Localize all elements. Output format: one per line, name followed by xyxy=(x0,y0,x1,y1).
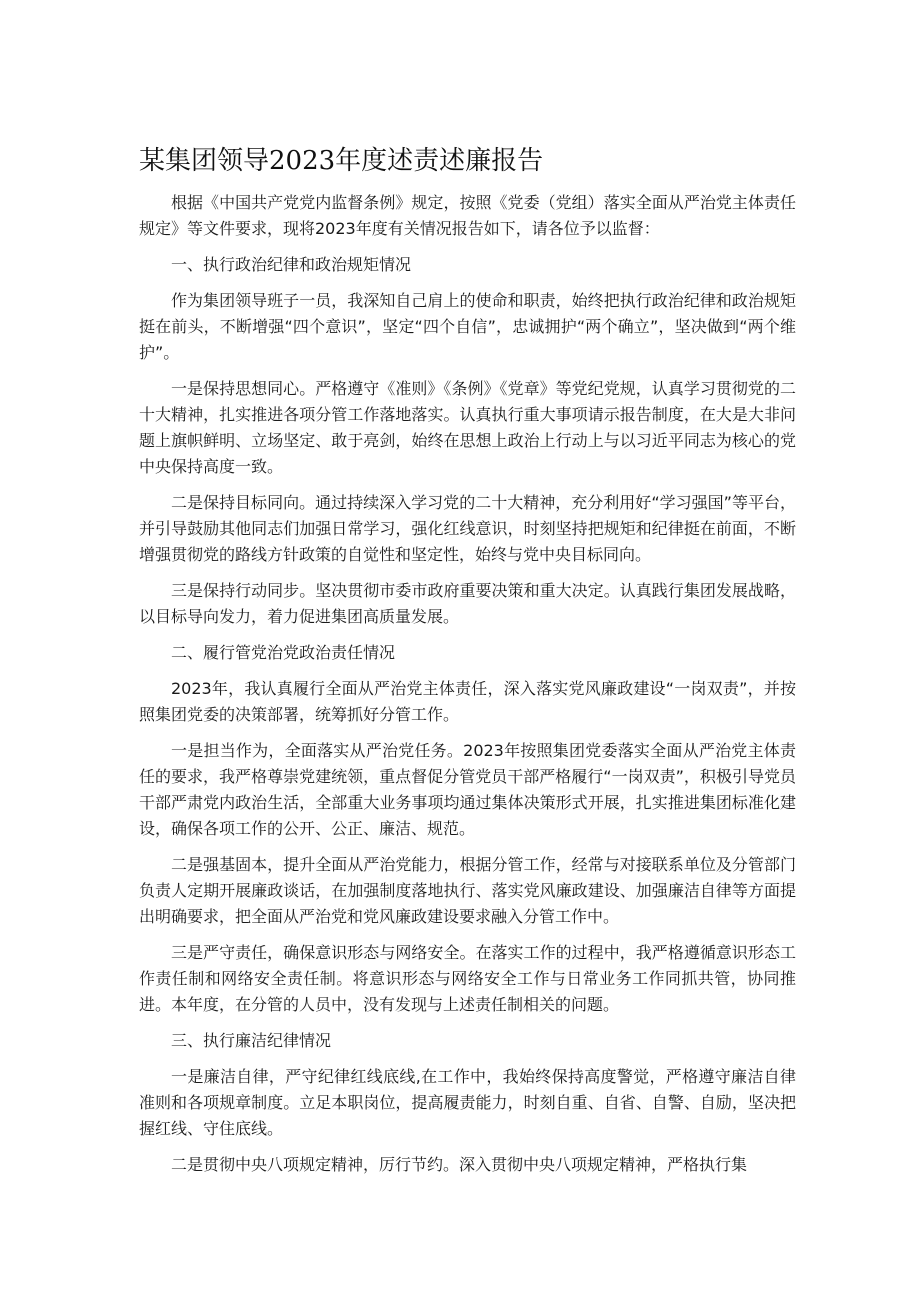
document-body xyxy=(139,190,796,1188)
document-title: 某集团领导2023年度述责述廉报告 xyxy=(139,146,544,176)
paragraph: 2023年，我认真履行全面从严治党主体责任，深入落实党风廉政建设“一岗双责”，并按照集团党委的决策部署，统筹抓好分管工作。 xyxy=(139,679,796,724)
paragraph: 作为集团领导班子一员，我深知自己肩上的使命和职责，始终把执行政治纪律和政治规矩挺在前头，不断增强“四个意识”，坚定“四个自信”，忠诚拥护“两个确立”，坚决做到“两个维护”。 xyxy=(139,291,796,362)
paragraph: 二是强基固本，提升全面从严治党能力，根据分管工作，经常与对接联系单位及分管部门负责人定期开展廉政谈话，在加强制度落地执行、落实党风廉政建设、加强廉洁自律等方面提出明确要求，把全面从严治党和党风廉政建设要求融入分管工作中。 xyxy=(139,855,796,926)
paragraph: 三是严守责任，确保意识形态与网络安全。在落实工作的过程中，我严格遵循意识形态工作责任制和网络安全责任制。将意识形态与网络安全工作与日常业务工作同抓共管，协同推进。本年度，在分管的人员中，没有发现与上述责任制相关的问题。 xyxy=(139,943,796,1014)
paragraph: 二是保持目标同向。通过持续深入学习党的二十大精神，充分利用好“学习强国”等平台，并引导鼓励其他同志们加强日常学习，强化红线意识，时刻坚持把规矩和纪律挺在前面，不断增强贯彻党的路线方针政策的自觉性和坚定性，始终与党中央目标同向。 xyxy=(139,493,796,564)
paragraph: 一是担当作为，全面落实从严治党任务。2023年按照集团党委落实全面从严治党主体责任的要求，我严格尊崇党建统领，重点督促分管党员干部严格履行“一岗双责”，积极引导党员干部严肃党内政治生活，全部重大业务事项均通过集体决策形式开展，扎实推进集团标准化建设，确保各项工作的公开、公正、廉洁、规范。 xyxy=(139,741,796,838)
section-heading-3: 三、执行廉洁纪律情况 xyxy=(171,1031,332,1050)
paragraph: 二是贯彻中央八项规定精神，厉行节约。深入贯彻中央八项规定精神，严格执行集 xyxy=(171,1155,748,1174)
section-heading-2: 二、履行管党治党政治责任情况 xyxy=(171,643,396,662)
paragraph: 一是廉洁自律，严守纪律红线底线,在工作中，我始终保持高度警觉，严格遵守廉洁自律准则和各项规章制度。立足本职岗位，提高履责能力，时刻自重、自省、自警、自励，坚决把握红线、守住底线。 xyxy=(139,1067,796,1138)
paragraph: 三是保持行动同步。坚决贯彻市委市政府重要决策和重大决定。认真践行集团发展战略，以目标导向发力，着力促进集团高质量发展。 xyxy=(139,581,796,626)
paragraph: 一是保持思想同心。严格遵守《准则》《条例》《党章》等党纪党规，认真学习贯彻党的二十大精神，扎实推进各项分管工作落地落实。认真执行重大事项请示报告制度，在大是大非问题上旗帜鲜明、立场坚定、敢于亮剑，始终在思想上政治上行动上与以习近平同志为核心的党中央保持高度一致。 xyxy=(139,379,796,476)
paragraph-intro: 根据《中国共产党党内监督条例》规定，按照《党委（党组）落实全面从严治党主体责任规定》等文件要求，现将2023年度有关情况报告如下，请各位予以监督： xyxy=(139,193,796,238)
section-heading-1: 一、执行政治纪律和政治规矩情况 xyxy=(171,255,412,274)
